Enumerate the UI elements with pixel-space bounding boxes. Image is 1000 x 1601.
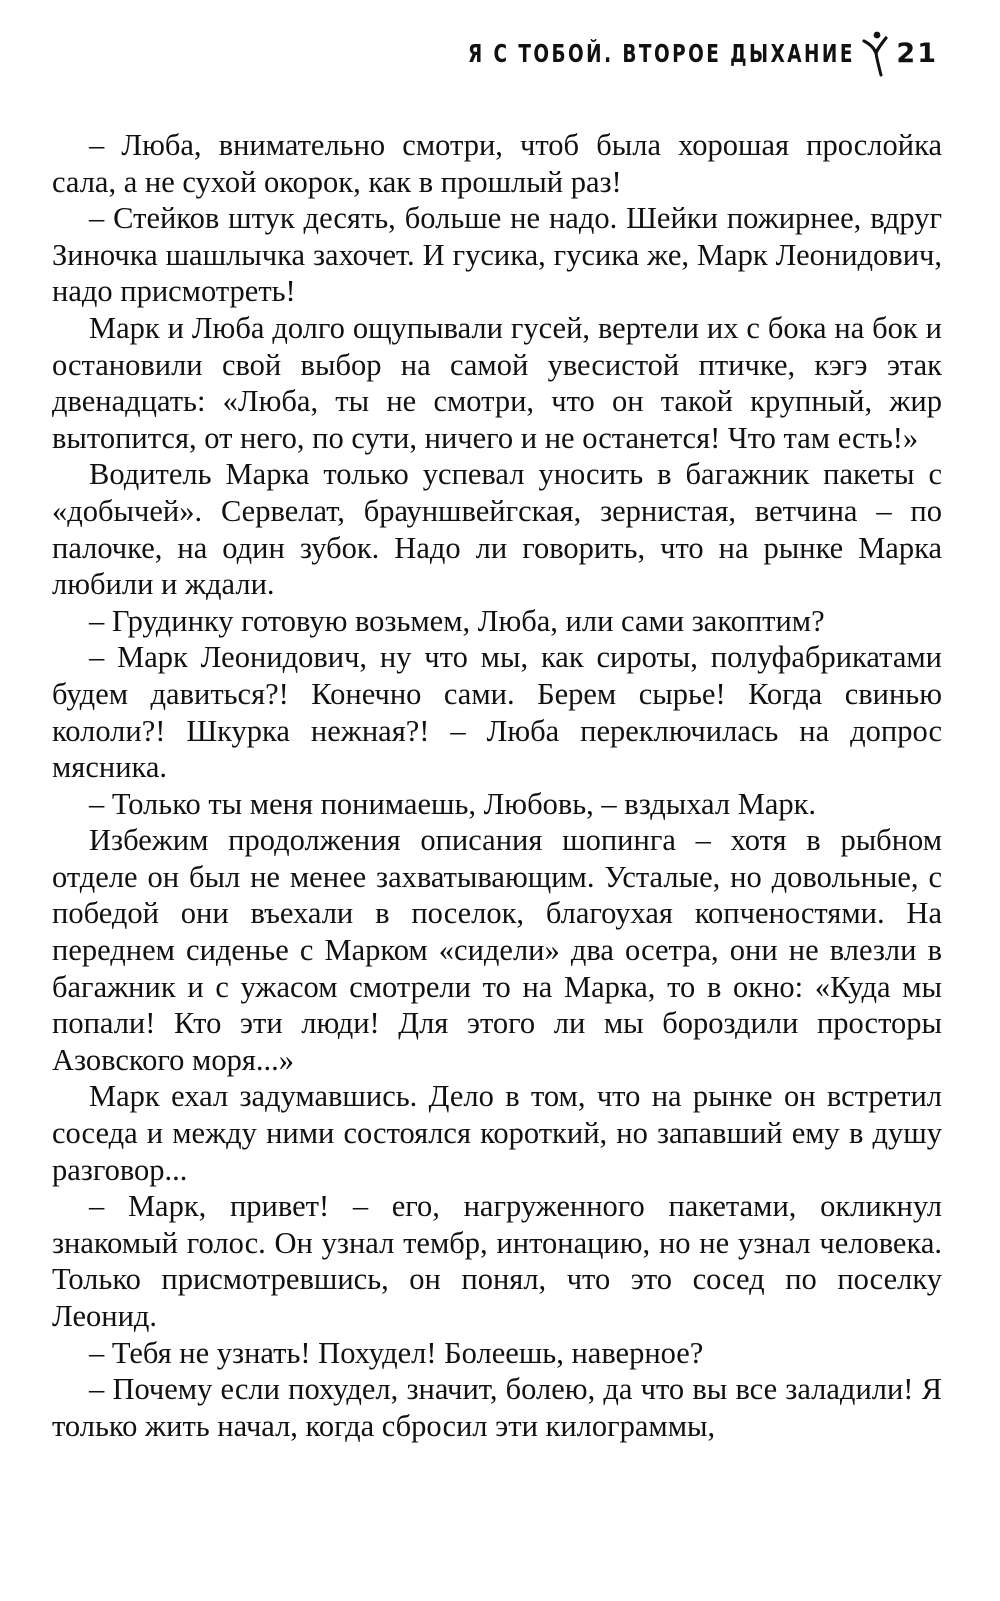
running-header xyxy=(383,28,938,78)
paragraph: – Тебя не узнать! Похудел! Болеешь, наверное? xyxy=(89,1335,704,1370)
dancing-figure-icon xyxy=(862,29,888,77)
paragraph: – Люба, внимательно смотри, чтоб была хорошая прослойка сала, а не сухой окорок, как в прошлый раз! xyxy=(52,128,942,199)
paragraph: – Только ты меня понимаешь, Любовь, – вздыхал Марк. xyxy=(89,786,817,821)
paragraph: – Грудинку готовую возьмем, Люба, или сами закоптим? xyxy=(89,603,825,638)
paragraph: Марк и Люба долго ощупывали гусей, вертели их с бока на бок и остановили свой выбор на самой увесистой птичке, кэгэ этак двенадцать: «Люба, ты не смотри, что он такой крупный, жир вытопится, от него, по сути, ничего и не останется! Что там есть!» xyxy=(52,310,942,455)
book-title: Я С ТОБОЙ. ВТОРОЕ ДЫХАНИЕ xyxy=(467,38,855,68)
paragraph: – Марк, привет! – его, нагруженного пакетами, окликнул знакомый голос. Он узнал тембр, интонацию, но не узнал человека. Только присмотревшись, он понял, что это сосед по поселку Леонид. xyxy=(52,1189,942,1333)
paragraph: Избежим продолжения описания шопинга – хотя в рыбном отделе он был не менее захватывающим. Усталые, но довольные, с победой они въехали в поселок, благоухая копченостями. На переднем сиденье с Марком «сидели» два осетра, они не влезли в багажник и с ужасом смотрели то на Марка, то в окно: «Куда мы попали! Кто эти люди! Для этого ли мы бороздили просторы Азовского моря...» xyxy=(52,823,942,1077)
paragraph: – Почему если похудел, значит, болею, да что вы все заладили! Я только жить начал, когда сбросил эти килограммы, xyxy=(52,1372,942,1443)
paragraph: Водитель Марка только успевал уносить в багажник пакеты с «добычей». Сервелат, брауншвейгская, зернистая, ветчина – по палочке, на один зубок. Надо ли говорить, что на рынке Марка любили и ждали. xyxy=(52,457,942,602)
paragraph: Марк ехал задумавшись. Дело в том, что на рынке он встретил соседа и между ними состоялся короткий, но запавший ему в душу разговор... xyxy=(52,1079,942,1187)
page-number: 21 xyxy=(896,37,938,69)
body-text xyxy=(52,127,942,1444)
paragraph: – Стейков штук десять, больше не надо. Шейки пожирнее, вдруг Зиночка шашлычка захочет. И гусика, гусика же, Марк Леонидович, надо присмотреть! xyxy=(52,201,942,309)
paragraph: – Марк Леонидович, ну что мы, как сироты, полуфабрикатами будем давиться?! Конечно сами. Берем сырье! Когда свинью кололи?! Шкурка нежная?! – Люба переключилась на допрос мясника. xyxy=(52,640,942,785)
